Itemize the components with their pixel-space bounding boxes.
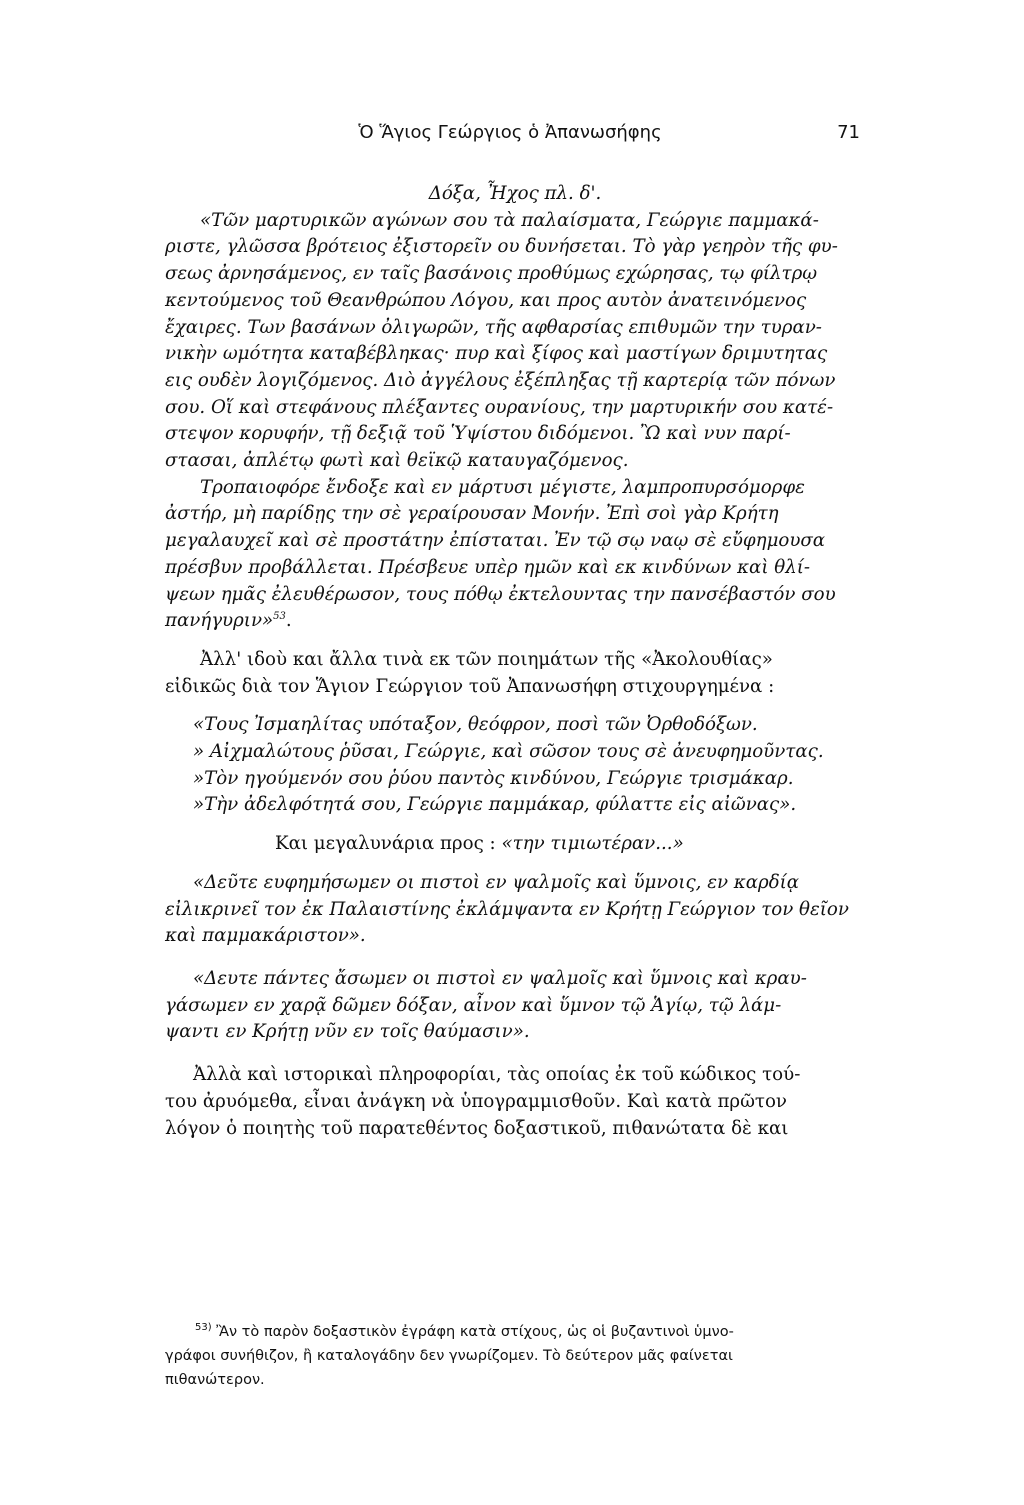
footnote-line: πιθανώτερον. bbox=[165, 1372, 265, 1388]
footnote-reference: 53 bbox=[273, 611, 286, 623]
text-fragment: Και μεγαλυνάρια προς : bbox=[275, 833, 496, 855]
footnote-line: γράφοι συνήθιζον, ἢ καταλογάδην δεν γνωρίζομεν. Τὸ δεύτερον μᾶς φαίνεται bbox=[165, 1348, 733, 1364]
text-line: μεγαλαυχεῖ καὶ σὲ προστάτην ἐπίσταται. Ἐν τῷ σῳ ναῳ σὲ εὔφημουσα bbox=[165, 530, 826, 552]
closing-paragraph bbox=[165, 1062, 865, 1142]
doxa-heading: Δόξα, Ἦχος πλ. δ'. bbox=[428, 183, 602, 204]
text-line: Ἀλλὰ καὶ ιστορικαὶ πληροφορίαι, τὰς οποίας ἐκ τοῦ κώδικος τού- bbox=[193, 1064, 801, 1086]
text-fragment: «την τιμιωτέραν...» bbox=[501, 833, 684, 855]
text-line: στασαι, ἀπλέτῳ φωτὶ καὶ θεϊκῷ καταυγαζόμενος. bbox=[165, 450, 629, 472]
text-line: σου. Οἵ καὶ στεφάνους πλέξαντες ουρανίους, την μαρτυρικήν σου κατέ- bbox=[165, 396, 834, 418]
text-line: «Τῶν μαρτυρικῶν αγώνων σου τὰ παλαίσματα, Γεώργιε παμμακά- bbox=[200, 209, 819, 231]
text-line: ἔχαιρες. Των βασάνων ὀλιγωρῶν, τῆς αφθαρσίας επιθυμῶν την τυραν- bbox=[165, 316, 822, 338]
text-line: «Δευτε πάντες ἄσωμεν οι πιστοὶ εν ψαλμοῖς καὶ ὕμνοις καὶ κραυ- bbox=[193, 967, 807, 989]
megalynarion-1 bbox=[165, 870, 865, 950]
text-line: εἰδικῶς διὰ τον Ἅγιον Γεώργιον τοῦ Ἀπανωσήφη στιχουργημένα : bbox=[165, 675, 775, 697]
footnote-mark: 53) bbox=[195, 1322, 212, 1334]
page-number: 71 bbox=[837, 122, 860, 143]
body-text bbox=[165, 175, 865, 1142]
verse-line: » Αἰχμαλώτους ῥῦσαι, Γεώργιε, καὶ σῶσον τους σὲ ἀνευφημοῦντας. bbox=[193, 741, 824, 763]
verses-block bbox=[165, 712, 865, 819]
text-line: του ἀρυόμεθα, εἶναι ἀνάγκη νὰ ὑπογραμμισθοῦν. Καὶ κατὰ πρῶτον bbox=[165, 1090, 787, 1112]
verse-line: «Τους Ἰσμαηλίτας υπόταξον, θεόφρον, ποσὶ τῶν Ὀρθοδόξων. bbox=[193, 714, 758, 736]
text-line: σεως ἀρνησάμενος, εν ταῖς βασάνοις προθύμως εχώρησας, τῳ φίλτρῳ bbox=[165, 263, 818, 285]
text-fragment: πανήγυριν» bbox=[165, 610, 274, 632]
text-line: νικὴν ωμότητα καταβέβληκας· πυρ καὶ ξίφος καὶ μαστίγων δριμυτητας bbox=[165, 343, 828, 365]
text-line: εἰλικρινεῖ τον ἐκ Παλαιστίνης ἐκλάμψαντα εν Κρήτῃ Γεώργιον τον θεῖον bbox=[165, 898, 849, 920]
text-line: «Δεῦτε ευφημήσωμεν οι πιστοὶ εν ψαλμοῖς καὶ ὕμνοις, εν καρδίᾳ bbox=[193, 871, 800, 893]
footnotes bbox=[165, 1320, 865, 1392]
doxa-paragraph bbox=[165, 208, 865, 475]
text-line: Ἀλλ' ιδοὺ και ἄλλα τινὰ εκ τῶν ποιημάτων τῆς «Ἀκολουθίας» bbox=[200, 648, 773, 670]
verse-line: »Τὴν ἀδελφότητά σου, Γεώργιε παμμάκαρ, φύλαττε εἰς αἰῶνας». bbox=[193, 794, 797, 816]
page-header bbox=[160, 122, 860, 152]
text-line: κεντούμενος τοῦ Θεανθρώπου Λόγου, και προς αυτὸν ἀνατεινόμενος bbox=[165, 289, 807, 311]
text-line: εις ουδὲν λογιζόμενος. Διὸ ἀγγέλους ἐξέπληξας τῇ καρτερίᾳ τῶν πόνων bbox=[165, 369, 836, 391]
footnote-line bbox=[165, 1320, 865, 1344]
running-title: Ὁ Ἅγιος Γεώργιος ὁ Ἀπανωσήφης bbox=[358, 122, 662, 143]
text-line: πανήγυριν»$^{53}$. bbox=[165, 610, 292, 632]
text-fragment: Ἂν τὸ παρὸν δοξαστικὸν ἐγράφη κατὰ στίχους, ὡς οἱ βυζαντινοὶ ὑμνο- bbox=[216, 1324, 734, 1340]
intro-paragraph bbox=[165, 647, 865, 700]
tropaio-paragraph bbox=[165, 475, 865, 635]
verse-line: »Τὸν ηγούμενόν σου ῥύου παντὸς κινδύνου, Γεώργιε τρισμάκαρ. bbox=[193, 767, 794, 789]
text-line: ψαντι εν Κρήτῃ νῦν εν τοῖς θαύμασιν». bbox=[165, 1021, 530, 1043]
text-line: ἀστήρ, μὴ παρίδῃς την σὲ γεραίρουσαν Μονήν. Ἐπὶ σοὶ γὰρ Κρήτη bbox=[165, 503, 779, 525]
megalynaria-intro bbox=[165, 831, 865, 858]
text-line: γάσωμεν εν χαρᾷ δῶμεν δόξαν, αἶνον καὶ ὕμνον τῷ Ἁγίῳ, τῷ λάμ- bbox=[165, 994, 782, 1016]
text-line: ριστε, γλῶσσα βρότειος ἐξιστορεῖν ου δυνήσεται. Τὸ γὰρ γεηρὸν τῆς φυ- bbox=[165, 236, 838, 258]
text-line: στεψον κορυφήν, τῇ δεξιᾷ τοῦ Ὑψίστου διδόμενοι. Ὢ καὶ νυν παρί- bbox=[165, 423, 791, 445]
text-line: ψεων ημᾶς ἐλευθέρωσον, τους πόθῳ ἐκτελουντας την πανσέβαστόν σου bbox=[165, 583, 836, 605]
text-line: πρέσβυν προβάλλεται. Πρέσβευε υπὲρ ημῶν καὶ εκ κινδύνων καὶ θλί- bbox=[165, 556, 811, 578]
text-line: Τροπαιοφόρε ἔνδοξε καὶ εν μάρτυσι μέγιστε, λαμπροπυρσόμορφε bbox=[200, 476, 805, 498]
text-line: λόγον ὁ ποιητὴς τοῦ παρατεθέντος δοξαστικοῦ, πιθανώτατα δὲ και bbox=[165, 1117, 789, 1139]
text-line: καὶ παμμακάριστον». bbox=[165, 925, 366, 947]
megalynarion-2 bbox=[165, 966, 865, 1046]
